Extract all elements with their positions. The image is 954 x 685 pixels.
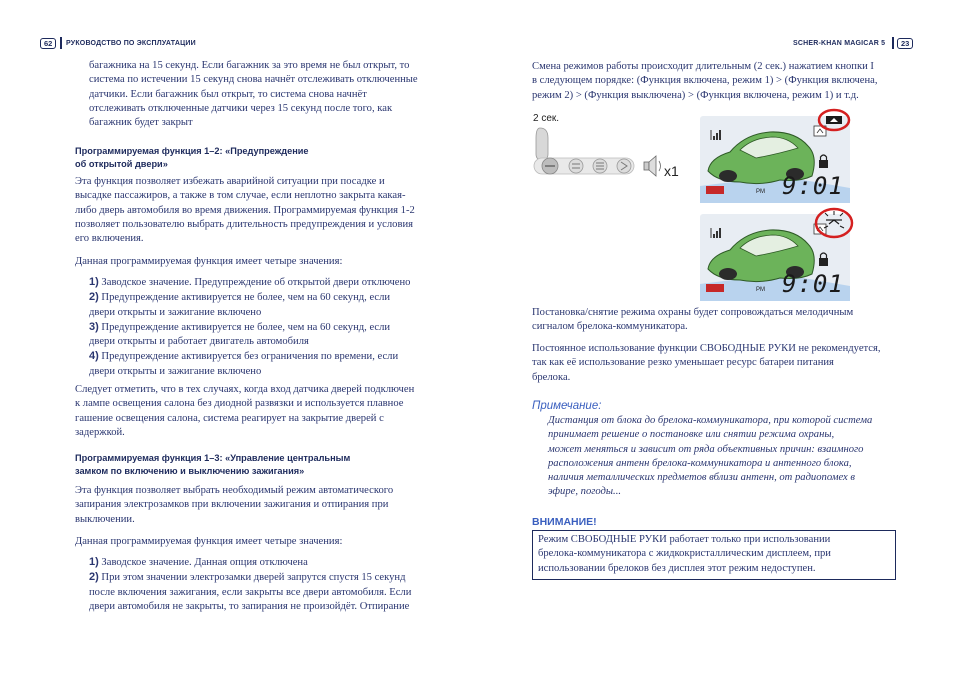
highlight-marker-1 [816, 107, 852, 133]
button-iv-icon [617, 159, 631, 173]
blinking-indicator-icon [824, 211, 844, 228]
antenna-icon [711, 130, 721, 140]
usage-paragraph: Постоянное использование функции СВОБОДНЫЕ РУКИ не рекомендуется, так как её использование резко уменьшает ресурс батареи питания брелока. [532, 343, 881, 383]
header-divider-right [892, 37, 894, 49]
list-item: 1) Заводское значение. Данная опция отключена [89, 556, 308, 568]
f13-values-intro: Данная программируемая функция имеет четыре значения: [75, 536, 343, 547]
lcd-time: 9:01 [782, 172, 844, 200]
button-ii-icon [569, 159, 583, 173]
mode-change-paragraph: Смена режимов работы происходит длительным (2 сек.) нажатием кнопки I в следующем порядке: (Функция включена, режим 1) > (Функция включена, режим 2) > (Функция выключена) > (Функция включена, режим 1) и т.д. [532, 61, 878, 101]
press-duration-label: 2 сек. [533, 113, 560, 124]
list-item: 4) Предупреждение активируется без ограничения по времени, если [89, 350, 399, 363]
f12-values-list: 1) Заводское значение. Предупреждение об открытой двери отключено 2) Предупреждение активируется не более, чем на 60 секунд, если двери открыты и зажигание включено 3) Предупреждение активируется не более, чем на 60 секунд, если двери открыты и работает двигатель автомобиля 4) Предупреждение активируется без ограничения по времени, если двери открыты и зажигание включено [89, 275, 449, 379]
lcd-pm-label: PM [756, 189, 765, 195]
lock-icon [819, 155, 828, 168]
f13-description: Эта функция позволяет выбрать необходимый режим автоматического запирания электрозамков при включении зажигания и отпирания при выключении. [75, 485, 394, 525]
f12-description: Эта функция позволяет избежать аварийной ситуации при посадке и высадке пассажиров, а также в том случае, если неплотно закрыта какая- либо дверь автомобиля во время движения. Программируемая функция 1-2 позволяет пользователю выбрать длительность предупреждения и условия его включения. [75, 176, 415, 245]
list-item: 3) Предупреждение активируется не более, чем на 60 секунд, если [89, 320, 391, 333]
status-badge [706, 186, 724, 194]
right-page-number: 23 [897, 38, 913, 49]
note-paragraph: Дистанция от блока до брелока-коммуникатора, при которой система принимает решение о постановке или снятии режима охраны, может меняться и зависит от ряда объективных причин: взаимного расположения антенн брелока-коммуникатора и антенного блока, наличия металлических предметов вблизи антенн, от радиопомех в эфире, погоды... [548, 415, 873, 498]
header-divider-left [60, 37, 62, 49]
note-title: Примечание: [532, 400, 602, 412]
status-badge [706, 284, 724, 292]
intro-paragraph: багажника на 15 секунд. Если багажник за это время не был открыт, то система по истечении 15 секунд снова начнёт отслеживать отключенные датчики. Если багажник был открыт, то система снова начнёт отслеживать отключенные датчики через 15 секунд после того, как багажник будет закрыт [89, 60, 418, 129]
speaker-icon [644, 156, 661, 176]
lcd-time: 9:01 [782, 270, 844, 298]
list-item: 1) Заводское значение. Предупреждение об открытой двери отключено [89, 276, 411, 288]
finger-icon [536, 128, 548, 160]
arm-signal-paragraph: Постановка/снятие режима охраны будет сопровождаться мелодичным сигналом брелока-коммуникатора. [532, 307, 854, 333]
f13-heading: Программируемая функция 1–3: «Управление центральным замком по включению и выключению зажигания» [75, 453, 351, 476]
f12-note: Следует отметить, что в тех случаях, когда вход датчика дверей подключен к лампе освещения салона без диодной развязки и используется плавное гашение освещения салона, система реагирует на закрытие дверей с задержкой. [75, 384, 415, 438]
f12-values-intro: Данная программируемая функция имеет четыре значения: [75, 256, 343, 267]
list-item: 2) При этом значении электрозамки дверей запрутся спустя 15 секунд [89, 571, 406, 584]
left-page-number: 62 [40, 38, 56, 49]
highlight-marker-2 [812, 206, 856, 240]
list-item: 2) Предупреждение активируется не более, чем на 60 секунд, если [89, 291, 391, 304]
beep-count-label: x1 [664, 163, 679, 179]
f13-values-list: 1) Заводское значение. Данная опция отключена 2) При этом значении электрозамки дверей запрутся спустя 15 секунд после включения зажигания, если закрыты все двери автомобиля. Если двери автомобиля не закрыты, то запирания не произойдёт. Отпирание [89, 555, 449, 614]
f12-heading: Программируемая функция 1–2: «Предупреждение об открытой двери» [75, 146, 309, 169]
right-header-title: SCHER-KHAN MAGICAR 5 [793, 40, 886, 47]
warning-box: Режим СВОБОДНЫЕ РУКИ работает только при использовании брелока-коммуникатора с жидкокристаллическим дисплеем, при использовании брелоков без дисплея этот режим недоступен. [532, 530, 896, 580]
antenna-icon [711, 228, 721, 238]
warning-title: ВНИМАНИЕ! [532, 516, 597, 528]
left-header-title: РУКОВОДСТВО ПО ЭКСПЛУАТАЦИИ [66, 40, 196, 47]
lcd-pm-label: PM [756, 287, 765, 293]
lock-icon [819, 253, 828, 266]
